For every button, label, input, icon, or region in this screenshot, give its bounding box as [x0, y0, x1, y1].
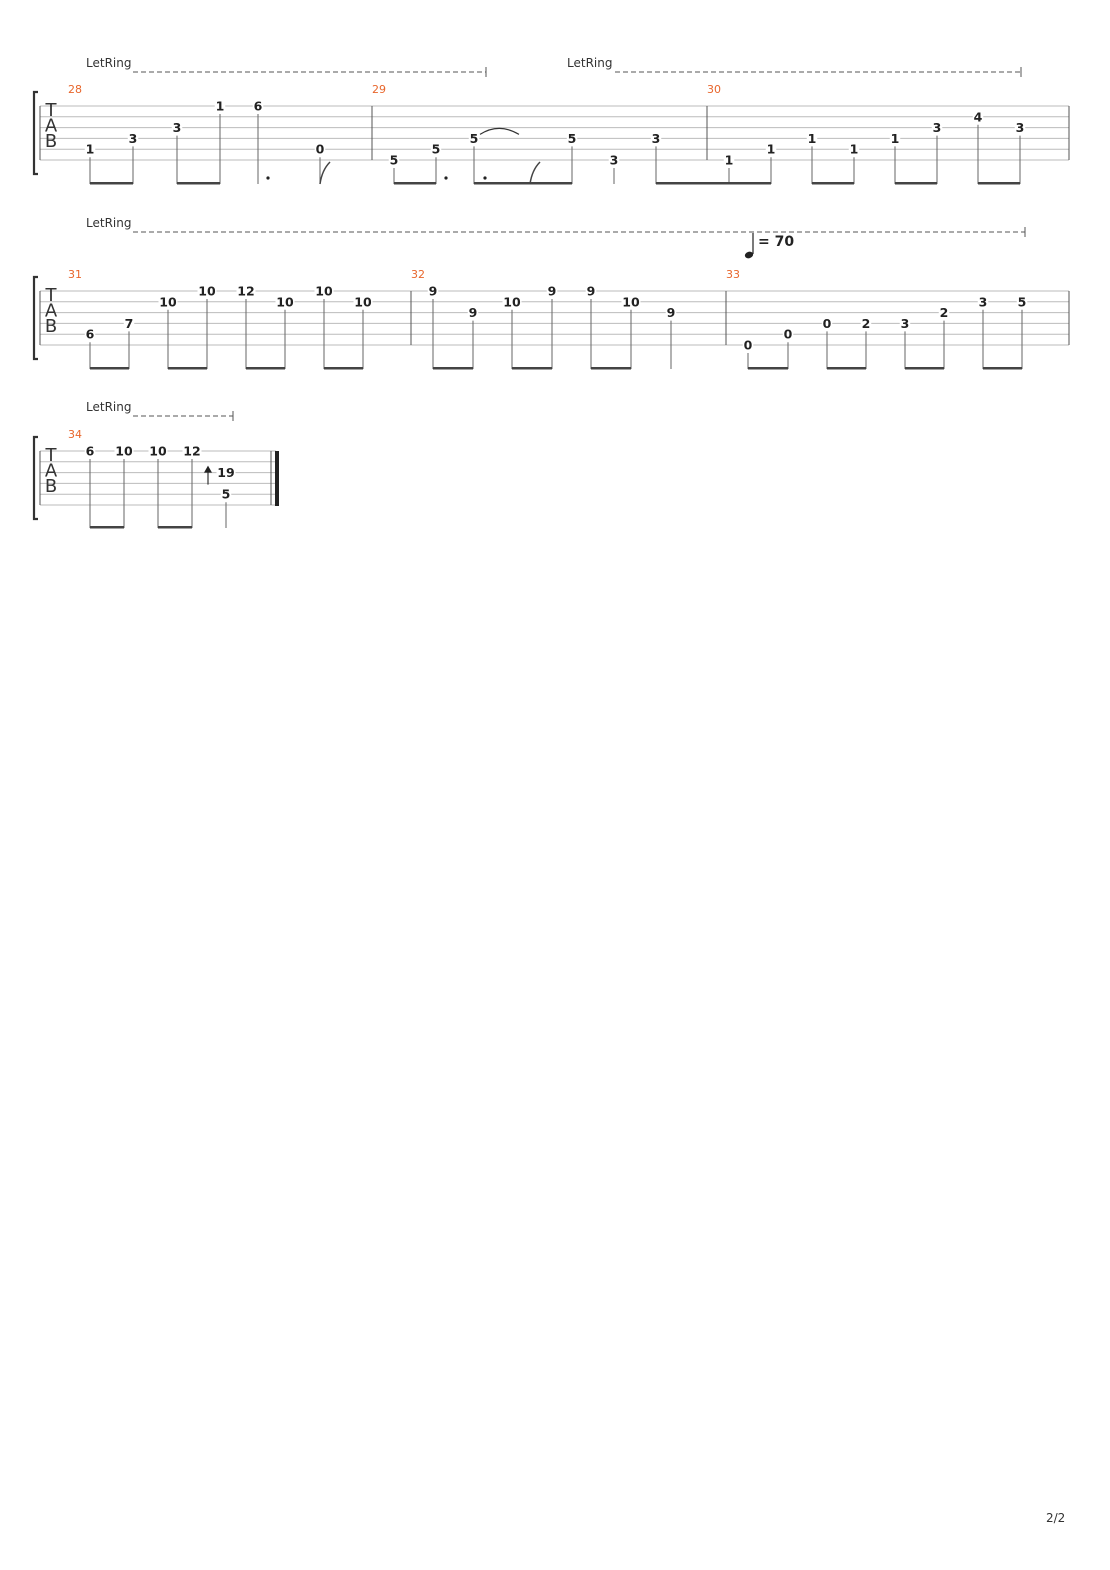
beam [168, 367, 207, 370]
tab-clef-letter: B [44, 476, 58, 497]
fret-number: 0 [783, 326, 793, 342]
beam [158, 526, 192, 529]
tie-arc [480, 128, 519, 134]
fret-number: 3 [609, 152, 619, 168]
beam [90, 526, 124, 529]
fret-number: 1 [890, 130, 900, 146]
tab-clef-letter: B [44, 131, 58, 152]
tab-clef-letter: T [45, 445, 57, 466]
fret-number: 9 [428, 283, 438, 299]
fret-number: 2 [861, 315, 871, 331]
fret-number: 9 [468, 305, 478, 321]
measure-number: 28 [68, 83, 82, 96]
beam [827, 367, 866, 370]
fret-number: 10 [315, 283, 333, 299]
beam [895, 182, 937, 185]
final-thick-barline [275, 451, 279, 506]
fret-number: 2 [939, 305, 949, 321]
fret-number: 5 [221, 486, 231, 502]
tab-clef-letter: A [44, 300, 58, 322]
system-bracket [34, 277, 38, 359]
beam [324, 367, 363, 370]
fret-number: 1 [849, 141, 859, 157]
tab-clef-letter: T [45, 285, 57, 306]
fret-number: 6 [85, 443, 95, 459]
fret-number: 9 [547, 283, 557, 299]
fret-number: 3 [651, 130, 661, 146]
fret-number: 0 [315, 141, 325, 157]
beam [905, 367, 944, 370]
fret-number: 6 [253, 98, 263, 114]
fret-number: 12 [237, 283, 255, 299]
fret-number: 1 [215, 98, 225, 114]
fret-number: 9 [666, 305, 676, 321]
beam [433, 367, 473, 370]
note-flag [530, 162, 540, 184]
tempo-marking: = 70 [758, 234, 795, 250]
beam [983, 367, 1022, 370]
fret-number: 3 [978, 294, 988, 310]
bend-arrow-icon [204, 466, 212, 473]
fret-number: 12 [183, 443, 201, 459]
fret-number: 0 [822, 315, 832, 331]
tab-clef-letter: A [44, 460, 58, 482]
beam [474, 182, 572, 185]
beam [729, 182, 771, 185]
measure-number: 32 [411, 268, 425, 281]
let-ring-label: LetRing [86, 216, 132, 230]
let-ring-label: LetRing [567, 56, 613, 70]
measure-number: 31 [68, 268, 82, 281]
beam [512, 367, 552, 370]
fret-number: 10 [622, 294, 640, 310]
fret-number: 10 [159, 294, 177, 310]
page-number: 2/2 [1046, 1511, 1066, 1525]
measure-number: 29 [372, 83, 386, 96]
let-ring-label: LetRing [86, 56, 132, 70]
fret-number: 10 [149, 443, 167, 459]
tab-clef-letter: T [45, 100, 57, 121]
fret-number: 9 [586, 283, 596, 299]
fret-number: 10 [276, 294, 294, 310]
system-bracket [34, 437, 38, 519]
fret-number: 6 [85, 326, 95, 342]
fret-number: 5 [389, 152, 399, 168]
fret-number: 7 [124, 315, 134, 331]
dot [266, 176, 269, 179]
beam [90, 367, 129, 370]
beam [591, 367, 631, 370]
fret-number: 3 [900, 315, 910, 331]
fret-number: 10 [198, 283, 216, 299]
fret-number: 1 [766, 141, 776, 157]
fret-number: 1 [724, 152, 734, 168]
fret-number: 3 [172, 120, 182, 136]
fret-number: 5 [1017, 294, 1027, 310]
fret-number: 19 [217, 465, 235, 481]
let-ring-label: LetRing [86, 400, 132, 414]
fret-number: 0 [743, 337, 753, 353]
beam [748, 367, 788, 370]
fret-number: 10 [354, 294, 372, 310]
fret-number: 10 [503, 294, 521, 310]
measure-number: 34 [68, 428, 82, 441]
fret-number: 3 [932, 120, 942, 136]
beam [90, 182, 133, 185]
fret-number: 1 [85, 141, 95, 157]
fret-number: 10 [115, 443, 133, 459]
tab-system [34, 67, 1069, 185]
fret-number: 1 [807, 130, 817, 146]
tab-clef-letter: A [44, 115, 58, 137]
fret-number: 5 [431, 141, 441, 157]
beam [394, 182, 436, 185]
beam [246, 367, 285, 370]
fret-number: 4 [973, 109, 983, 125]
fret-number: 3 [128, 130, 138, 146]
beam [656, 182, 729, 185]
beam [978, 182, 1020, 185]
measure-number: 30 [707, 83, 721, 96]
dot [483, 176, 486, 179]
tab-clef-letter: B [44, 316, 58, 337]
beam [812, 182, 854, 185]
dot [444, 176, 447, 179]
fret-number: 5 [469, 130, 479, 146]
note-flag [320, 162, 330, 184]
fret-number: 5 [567, 130, 577, 146]
system-bracket [34, 92, 38, 174]
beam [177, 182, 220, 185]
fret-number: 3 [1015, 120, 1025, 136]
measure-number: 33 [726, 268, 740, 281]
